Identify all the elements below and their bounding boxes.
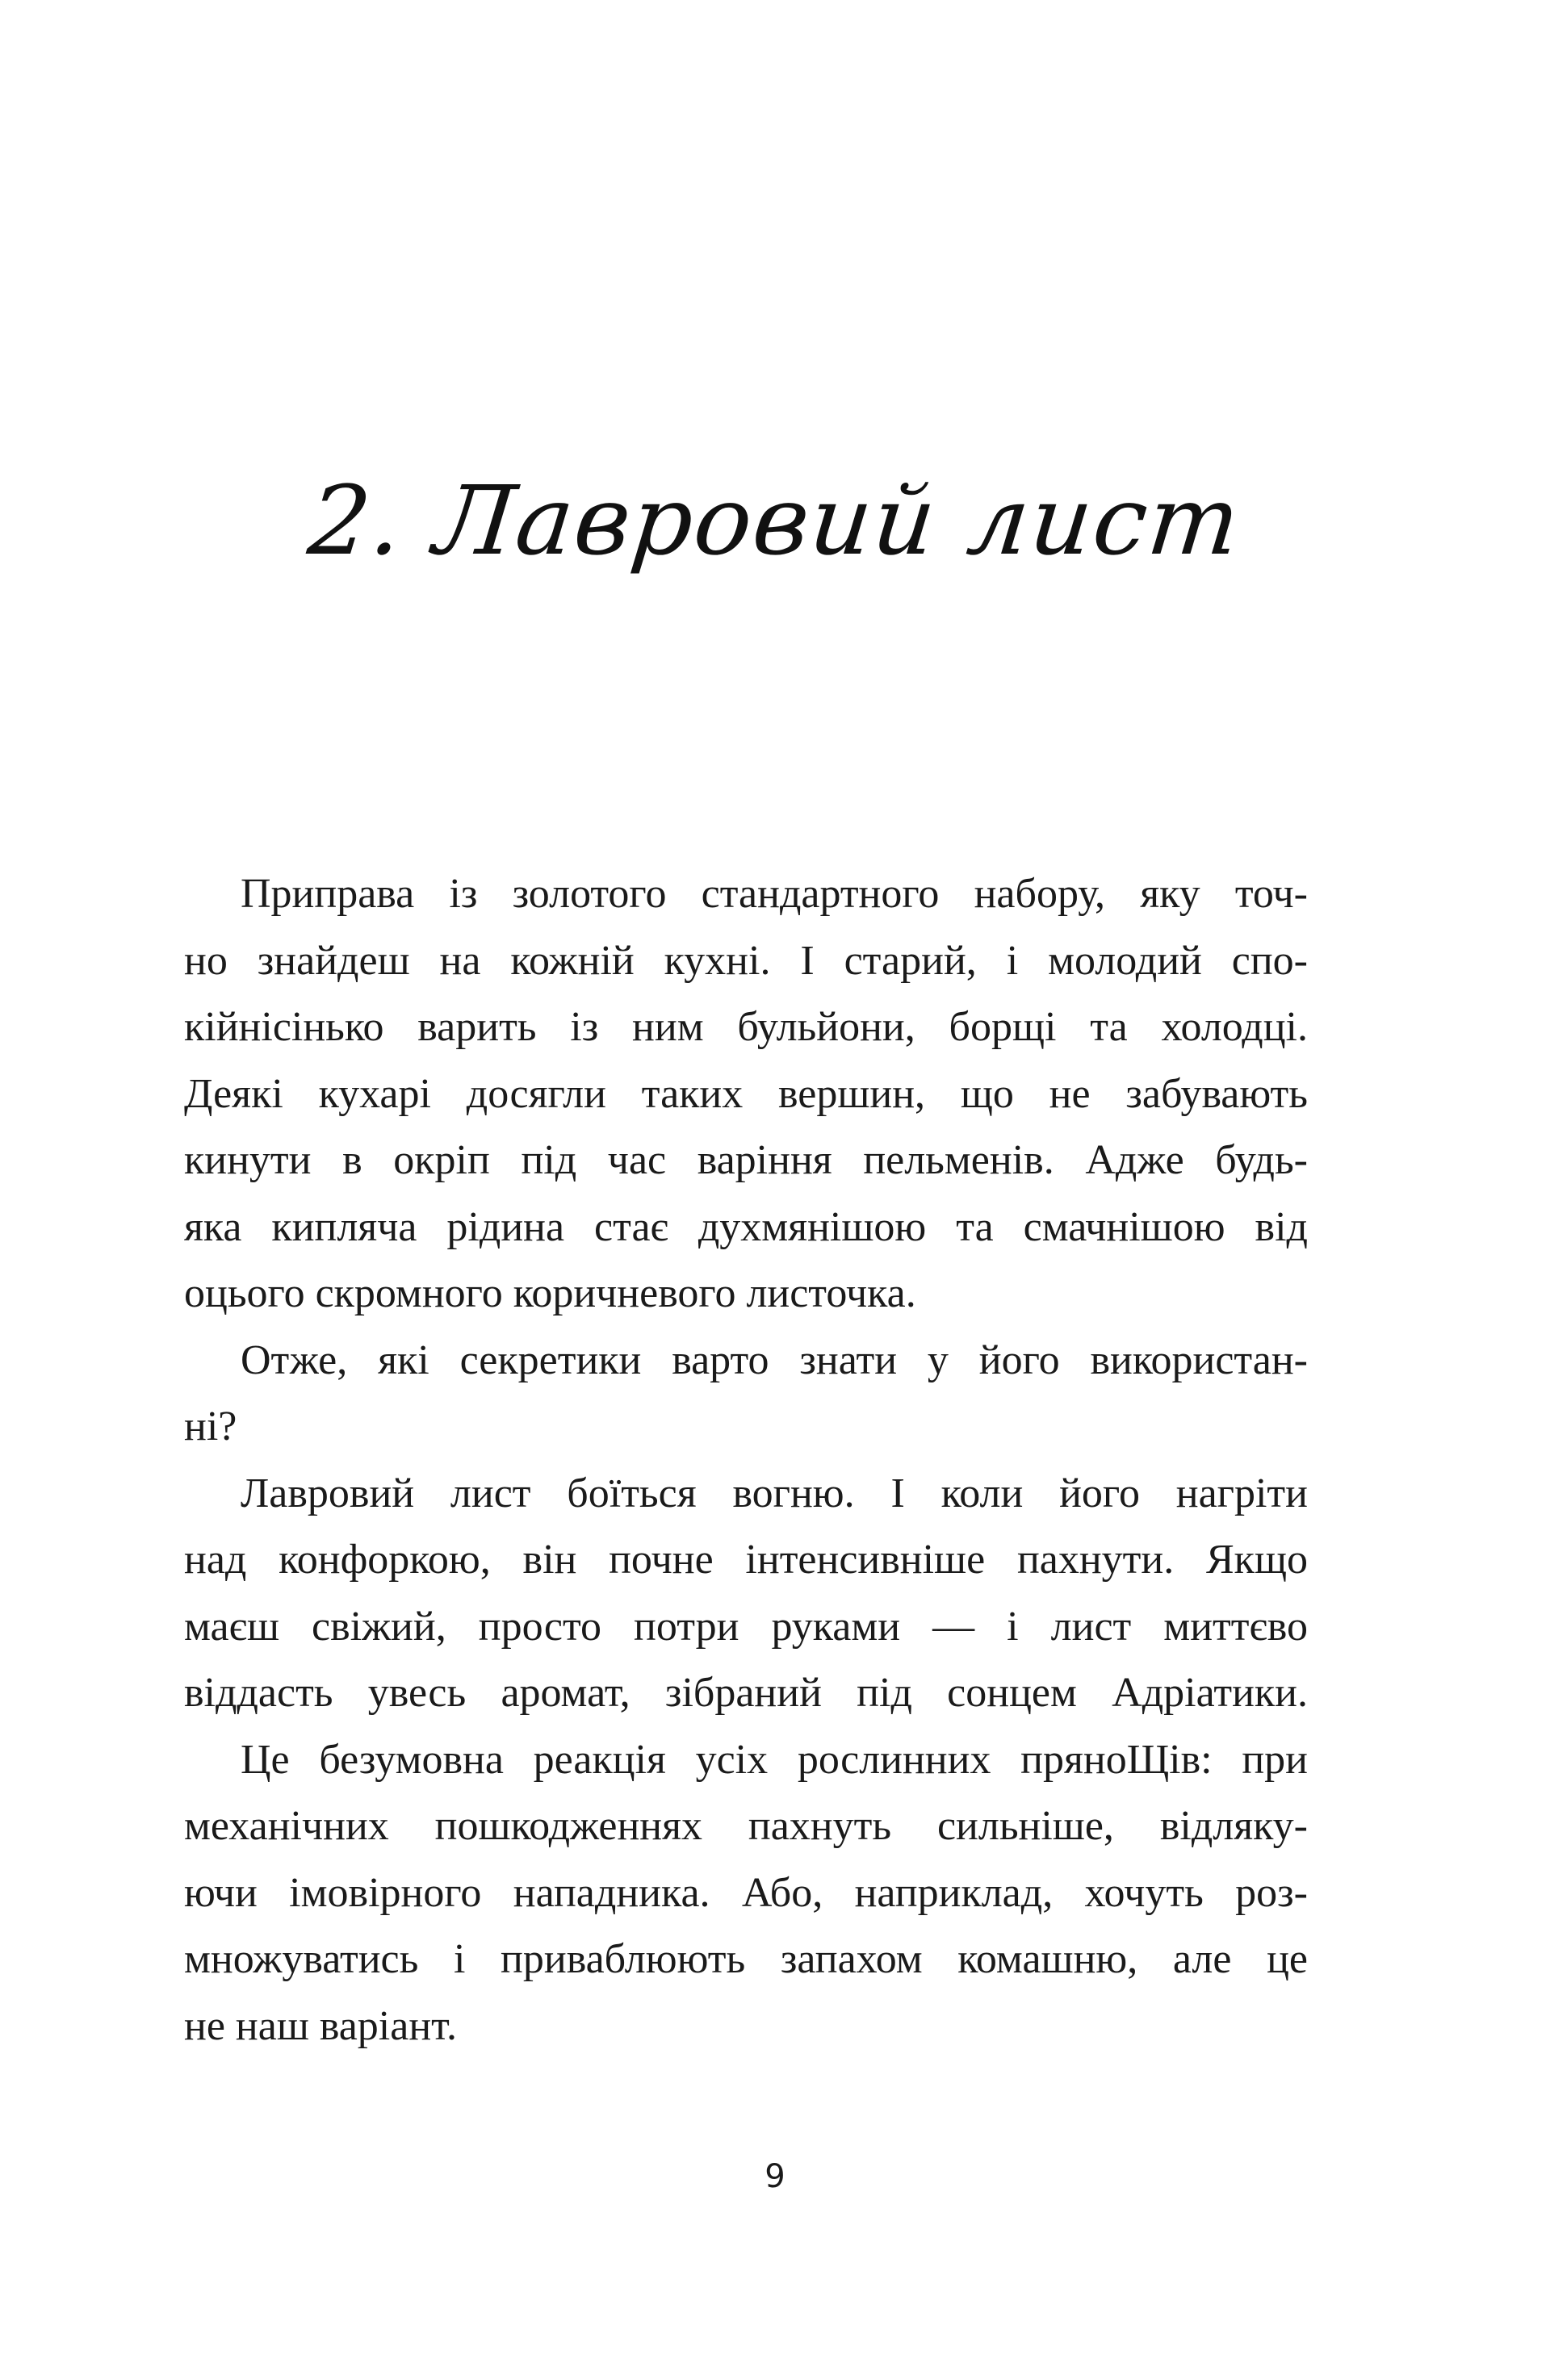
paragraph-3 [184,1461,1308,1727]
text-line: віддасть увесь аромат, зібраний під сонцем Адріатики. [184,1670,1308,1716]
text-line: Деякі кухарі досягли таких вершин, що не забувають [184,1070,1308,1117]
text-line: кинути в окріп під час варіння пельменів. Адже будь- [184,1137,1308,1183]
text-line: кійнісінько варить із ним бульйони, борщі та холодці. [184,1004,1308,1050]
text-line: множуватись і приваблюють запахом комашню, але це [184,1936,1308,1982]
body-text [184,861,1308,2060]
text-line: Отже, які секретики варто знати у його використан- [241,1336,1308,1383]
text-line: но знайдеш на кожній кухні. І старий, і молодий спо- [184,937,1308,984]
text-line: ючи імовірного нападника. Або, наприклад, хочуть роз- [184,1869,1308,1916]
paragraph-4 [184,1727,1308,2060]
text-line: яка кипляча рідина стає духмянішою та смачнішою від [184,1203,1308,1250]
text-line: Лавровий лист боїться вогню. І коли його нагріти [241,1470,1308,1516]
text-line: не наш варіант. [184,2002,457,2049]
text-line: механічних пошкодженнях пахнуть сильніше, відляку- [184,1803,1308,1849]
text-line: над конфоркою, він почне інтенсивніше пахнути. Якщо [184,1537,1308,1583]
chapter-title: 2. Лавровий лист [304,465,1246,576]
text-line: маєш свіжий, просто потри руками — і лист миттєво [184,1603,1308,1650]
paragraph-1 [184,861,1308,1328]
text-line: Приправа із золотого стандартного набору, яку точ- [241,871,1308,917]
text-line: ні? [184,1403,237,1449]
text-line: оцього скромного коричневого листочка. [184,1270,916,1316]
paragraph-2 [184,1328,1308,1461]
text-line: Це безумовна реакція усіх рослинних пряноЩів: при [241,1736,1308,1783]
page-number: 9 [765,2158,785,2195]
